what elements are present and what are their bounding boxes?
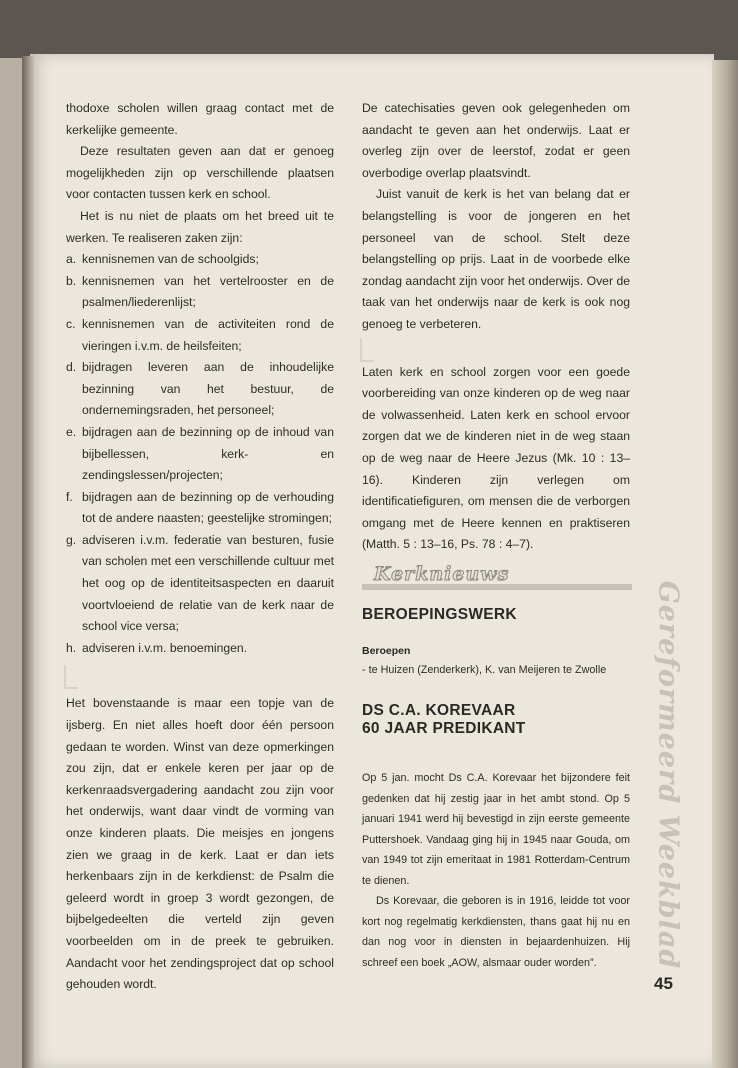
list-item: a. kennisnemen van de schoolgids; <box>66 252 259 267</box>
heading-korevaar-line2: 60 JAAR PREDIKANT <box>362 720 526 738</box>
list-item: h. adviseren i.v.m. benoemingen. <box>66 640 248 655</box>
list-item: b. kennisnemen van het vertelrooster en de psalmen/liederenlijst; <box>66 273 334 310</box>
left-paragraph-4: Het bovenstaande is maar een topje van de ijsberg. En niet alles hoeft door één persoon gedaan te worden. Winst van deze opmerkingen zou zijn, dat er enkele keren per jaar op de kerkenraadsvergadering aandacht zou zijn voor het onderwijs, want daar vindt de vorming van onze kinderen plaats. Die meisjes en jongens zien we graag in de kerk. Laat er dan iets herkenbaars zijn in de kerkdienst: de Psalm die geleerd wordt in groep 3 wordt gezongen, de bijbelgedeelten die verteld zijn geven voorbeelden om in de preek te gebruiken. Aandacht voor het zendingsproject dat op school gehouden wordt. <box>66 696 334 992</box>
page-gutter <box>22 56 34 1068</box>
left-paragraph-1: thodoxe scholen willen graag contact met de kerkelijke gemeente. <box>66 101 334 137</box>
section-break <box>66 659 334 693</box>
right-paragraph-2: Juist vanuit de kerk is het van belang dat er belangstelling is voor de jongeren en het personeel van de school. Stelt deze belangstelling op prijs. Laat in de voorbede elke zondag aandacht zijn voor het onderwijs. Over de taak van het onderwijs naar de kerk is ook nog genoeg te verbeteren. <box>362 187 630 331</box>
section-mark <box>360 338 374 362</box>
beroep-entry: - te Huizen (Zenderkerk), K. van Meijeren te Zwolle <box>362 663 607 676</box>
section-break <box>362 738 630 768</box>
magazine-title-text: Gereformeerd Weekblad <box>652 580 684 970</box>
right-paragraph-1: De catechisaties geven ook gelegenheden om aandacht te geven aan het onderwijs. Laat er overleg zijn over de leerstof, zodat er geen overbodige overlap plaatsvindt. <box>362 101 630 180</box>
list-item: d. bijdragen leveren aan de inhoudelijke bezinning van het bestuur, de ondernemingsraden, het personeel; <box>66 360 334 418</box>
section-label: Kerknieuws <box>374 562 510 585</box>
realisation-list <box>66 249 334 659</box>
left-paragraph-3: Het is nu niet de plaats om het breed uit te werken. Te realiseren zaken zijn: <box>66 208 334 245</box>
right-paragraph-4: Op 5 jan. mocht Ds C.A. Korevaar het bijzondere feit gedenken dat hij zestig jaar in het ambt stond. Op 5 januari 1941 werd hij bevestigd in zijn eerste gemeente Puttershoek. Vandaag ging hij in 1945 naar Gouda, om van 1949 tot zijn emeritaat in 1981 Rotterdam-Centrum te dienen. <box>362 772 630 887</box>
list-item: f. bijdragen aan de bezinning op de verhouding tot de andere naasten; geestelijke stromingen; <box>66 489 334 526</box>
list-item: g. adviseren i.v.m. federatie van besturen, fusie van scholen met een verschillende cultuur met het oog op de identiteitsaspecten en daaruit voortvloeiend de relatie van de kerk naar de school vice versa; <box>66 532 334 634</box>
left-column <box>66 98 334 996</box>
list-item: c. kennisnemen van de activiteiten rond de vieringen i.v.m. de heilsfeiten; <box>66 316 334 353</box>
heading-korevaar-line1: DS C.A. KOREVAAR <box>362 702 516 720</box>
section-break <box>362 336 630 362</box>
section-label-block <box>362 562 630 598</box>
right-column <box>362 98 630 973</box>
page-number: 45 <box>654 974 673 993</box>
heading-beroepingswerk: BEROEPINGSWERK <box>362 605 517 623</box>
page-stack-edge <box>712 60 738 1068</box>
subheading-beroepen: Beroepen <box>362 644 411 657</box>
right-paragraph-3: Laten kerk en school zorgen voor een goede voorbereiding van onze kinderen op de weg naar de volwassenheid. Laten kerk en school ervoor zorgen dat we de kinderen niet in de weg staan op de weg naar de Heere Jezus (Mk. 10 : 13–16). Kinderen zijn verlegen om identificatiefiguren, om mensen die de verborgen omgang met de Heere kennen en praktiseren (Matth. 5 : 13–16, Ps. 78 : 4–7). <box>362 364 630 552</box>
right-paragraph-5: Ds Korevaar, die geboren is in 1916, leidde tot voor kort nog regelmatig kerkdiensten, thans gaat hij nu en dan nog voor in diensten in bejaardenhuizen. Hij schreef een boek „AOW, alsmaar ouder worden”. <box>362 895 630 969</box>
list-item: e. bijdragen aan de bezinning op de inhoud van bijbellessen, kerk- en zendingslessen/projecten; <box>66 424 334 483</box>
magazine-title-vertical <box>648 580 688 970</box>
section-mark <box>64 665 78 689</box>
left-paragraph-2: Deze resultaten geven aan dat er genoeg mogelijkheden zijn op verschillende plaatsen voor contacten tussen kerk en school. <box>66 144 334 202</box>
